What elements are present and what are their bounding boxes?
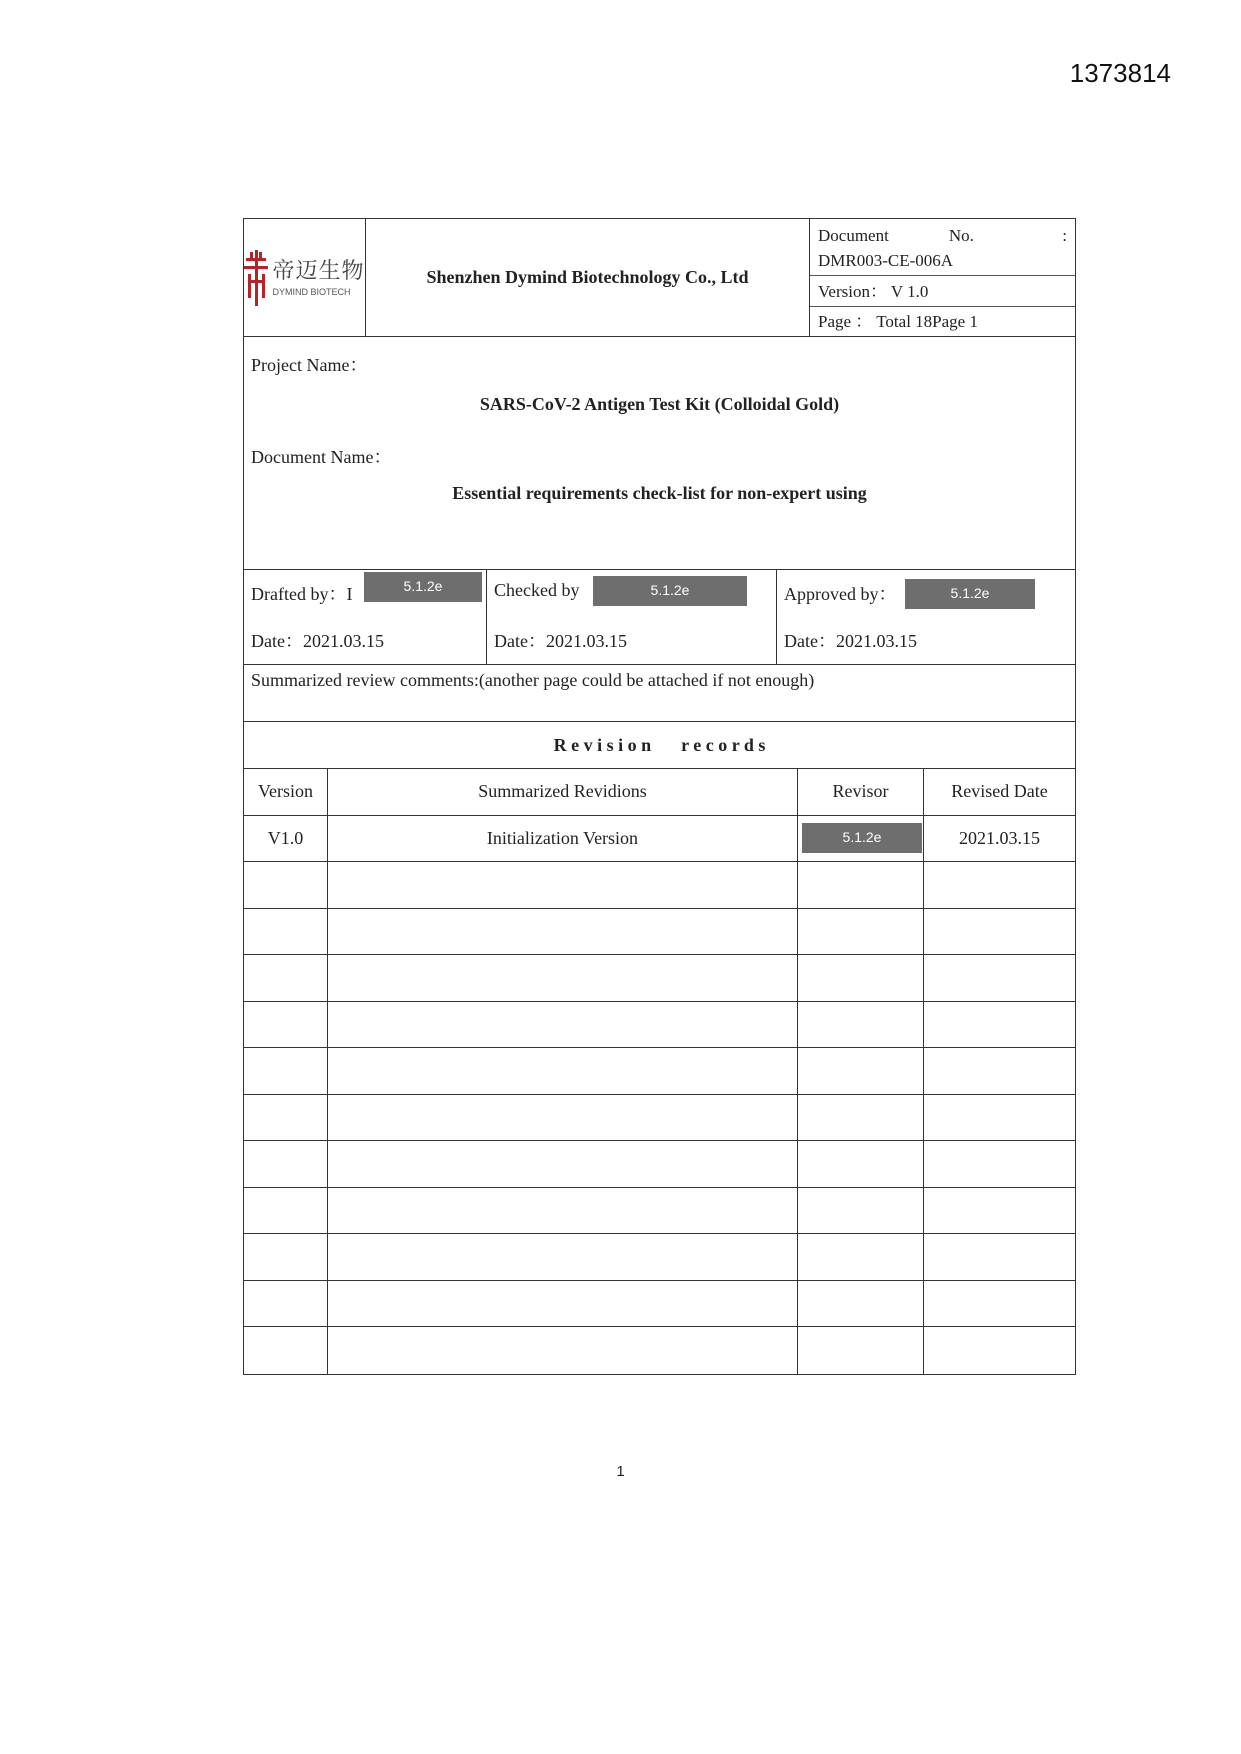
table-cell-empty xyxy=(924,955,1075,1001)
table-cell-empty xyxy=(244,1095,328,1141)
table-cell-empty xyxy=(244,909,328,955)
document-number-label: Document xyxy=(818,226,889,245)
table-row-empty xyxy=(244,1141,1075,1188)
table-cell-empty xyxy=(244,1002,328,1048)
document-control-form xyxy=(243,218,1076,1375)
table-cell-empty xyxy=(244,1234,328,1280)
table-cell-empty xyxy=(328,862,798,908)
col-date-header: Revised Date xyxy=(951,781,1048,802)
revision-title-word2: r e c o r d s xyxy=(681,735,766,755)
table-cell-empty xyxy=(798,909,924,955)
table-cell-empty xyxy=(798,1002,924,1048)
approved-by-label: Approved by： xyxy=(784,584,897,604)
table-row-empty xyxy=(244,1002,1075,1049)
col-version-header: Version xyxy=(244,769,328,815)
table-cell-empty xyxy=(924,1141,1075,1187)
company-name: Shenzhen Dymind Biotechnology Co., Ltd xyxy=(366,219,810,336)
table-row-empty xyxy=(244,955,1075,1002)
table-cell-empty xyxy=(924,1188,1075,1234)
form-header xyxy=(244,219,1075,337)
row-summary: Initialization Version xyxy=(328,816,798,862)
col-summary-header: Summarized Revidions xyxy=(328,769,798,815)
table-cell-empty xyxy=(244,1141,328,1187)
table-cell-empty xyxy=(924,1095,1075,1141)
row-date: 2021.03.15 xyxy=(959,827,1040,848)
drafted-date: Date：2021.03.15 xyxy=(251,631,384,651)
table-cell-empty xyxy=(798,1327,924,1374)
col-revisor-header: Revisor xyxy=(798,769,924,815)
table-cell-empty xyxy=(924,1234,1075,1280)
table-row-empty xyxy=(244,1281,1075,1328)
checked-cell xyxy=(487,570,777,664)
document-name-label: Document Name： xyxy=(251,447,392,467)
logo-cell xyxy=(244,219,366,336)
table-cell-empty xyxy=(924,1327,1075,1374)
table-cell-empty xyxy=(328,1095,798,1141)
table-cell-empty xyxy=(798,1188,924,1234)
row-revisor xyxy=(798,816,924,862)
table-cell-empty xyxy=(798,1141,924,1187)
table-cell-empty xyxy=(924,862,1075,908)
table-cell-empty xyxy=(924,909,1075,955)
table-cell-empty xyxy=(924,1281,1075,1327)
table-cell-empty xyxy=(328,1281,798,1327)
revision-table-header xyxy=(244,769,1075,816)
table-row-empty xyxy=(244,909,1075,956)
table-cell-empty xyxy=(328,1188,798,1234)
drafted-by-label: Drafted by：I xyxy=(251,584,353,604)
drafted-cell xyxy=(244,570,487,664)
table-cell-empty xyxy=(328,1141,798,1187)
table-cell-empty xyxy=(924,1002,1075,1048)
table-cell-empty xyxy=(244,1281,328,1327)
table-row-empty xyxy=(244,1234,1075,1281)
logo-english-text: DYMIND BIOTECH xyxy=(272,286,351,297)
project-name-value: SARS-CoV-2 Antigen Test Kit (Colloidal Gold) xyxy=(479,394,840,414)
document-number-colon: : xyxy=(1062,226,1067,245)
logo-chinese-text: 帝迈生物 xyxy=(272,258,365,284)
signature-block xyxy=(244,570,1075,665)
table-cell-empty xyxy=(798,862,924,908)
document-version: Version： V 1.0 xyxy=(810,276,1075,307)
revision-records-title xyxy=(244,722,1075,769)
approved-by-redaction: 5.1.2e xyxy=(905,579,1035,609)
table-cell-empty xyxy=(328,1002,798,1048)
table-cell-empty xyxy=(924,1048,1075,1094)
checked-by-label: Checked by xyxy=(494,580,580,600)
project-name-label: Project Name： xyxy=(251,355,368,375)
revision-title-word1: R e v i s i o n xyxy=(553,735,652,755)
table-cell-empty xyxy=(798,1234,924,1280)
table-row-empty xyxy=(244,1048,1075,1095)
company-logo xyxy=(244,250,364,306)
document-meta xyxy=(810,219,1075,336)
table-row xyxy=(244,816,1075,863)
document-number xyxy=(810,219,1075,276)
checked-date: Date：2021.03.15 xyxy=(494,631,627,651)
table-cell-empty xyxy=(244,1188,328,1234)
review-summary: Summarized review comments:(another page could be attached if not enough) xyxy=(244,665,1075,722)
document-page: Page ： Total 18Page 1 xyxy=(818,312,978,331)
project-block xyxy=(244,337,1075,570)
table-row-empty xyxy=(244,1095,1075,1142)
document-number-no: No. xyxy=(948,226,974,245)
table-cell-empty xyxy=(244,862,328,908)
checked-by-redaction: 5.1.2e xyxy=(593,576,747,606)
document-number-value: DMR003-CE-006A xyxy=(818,251,954,270)
table-cell-empty xyxy=(328,955,798,1001)
table-row-empty xyxy=(244,862,1075,909)
table-cell-empty xyxy=(328,1327,798,1374)
drafted-by-redaction: 5.1.2e xyxy=(364,572,482,602)
table-cell-empty xyxy=(244,955,328,1001)
row-version: V1.0 xyxy=(244,816,328,862)
page-number: 1 xyxy=(616,1463,625,1480)
table-cell-empty xyxy=(798,1281,924,1327)
table-cell-empty xyxy=(798,1095,924,1141)
table-row-empty xyxy=(244,1327,1075,1374)
table-cell-empty xyxy=(244,1327,328,1374)
table-cell-empty xyxy=(798,1048,924,1094)
revisor-redaction: 5.1.2e xyxy=(802,823,922,853)
table-cell-empty xyxy=(328,1234,798,1280)
table-cell-empty xyxy=(328,909,798,955)
approved-date: Date：2021.03.15 xyxy=(784,631,917,651)
table-row-empty xyxy=(244,1188,1075,1235)
table-cell-empty xyxy=(244,1048,328,1094)
approved-cell xyxy=(777,570,1075,664)
logo-mark-icon xyxy=(244,250,268,306)
table-cell-empty xyxy=(328,1048,798,1094)
table-cell-empty xyxy=(798,955,924,1001)
document-id: 1373814 xyxy=(1069,58,1171,88)
document-name-value: Essential requirements check-list for non-expert using xyxy=(452,483,867,503)
